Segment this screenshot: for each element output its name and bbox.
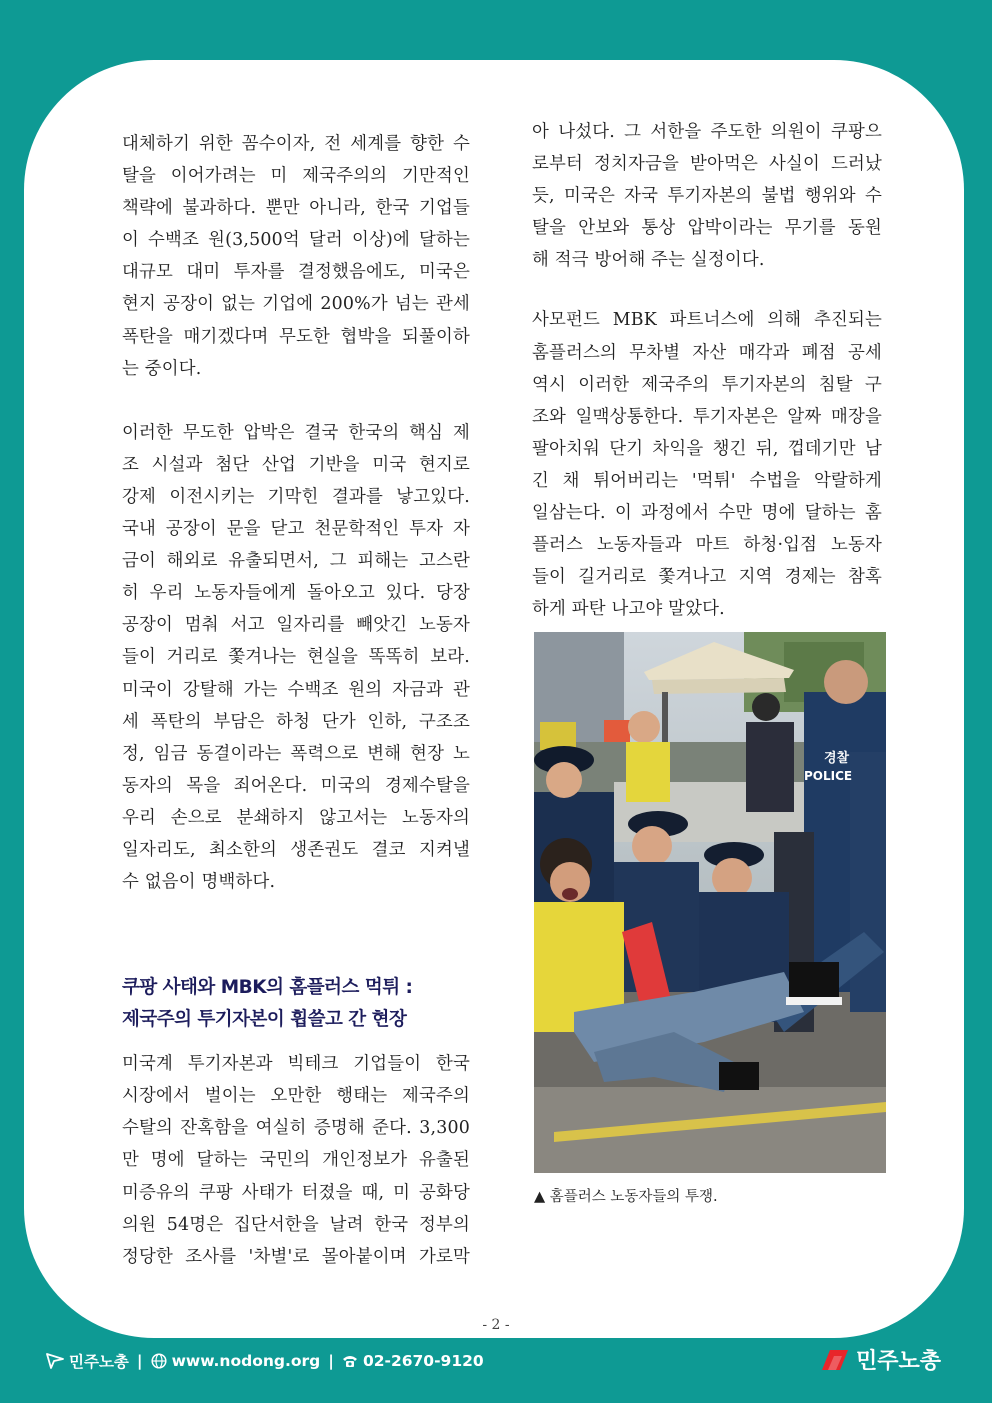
- text-line: 는 중이다.: [122, 358, 202, 379]
- text-line: 의원 54명은 집단서한을 날려 한국 정부의: [122, 1214, 470, 1235]
- text-line: 일자리도, 최소한의 생존권도 결코 지켜낼: [122, 839, 470, 860]
- send-icon: [46, 1353, 64, 1369]
- page-number: - 2 -: [482, 1317, 510, 1333]
- text-line: 대체하기 위한 꼼수이자, 전 세계를 향한 수: [122, 134, 470, 154]
- text-line: 대규모 대미 투자를 결정했음에도, 미국은: [122, 262, 470, 283]
- text-line: 만 명에 달하는 국민의 개인정보가 유출된: [122, 1150, 470, 1171]
- logo-text: 민주노총: [856, 1349, 942, 1374]
- paragraph: [532, 116, 882, 276]
- text-line: 조 시설과 첨단 산업 기반을 미국 현지로: [122, 454, 470, 475]
- text-line: 현지 공장이 없는 기업에 200%가 넘는 관세: [122, 294, 470, 315]
- text-line: 책략에 불과하다. 뿐만 아니라, 한국 기업들: [122, 198, 470, 219]
- text-line: 일삼는다. 이 과정에서 수만 명에 달하는 홈: [532, 503, 882, 524]
- heading-line: 제국주의 투기자본이 휩쓸고 간 현장: [122, 1009, 407, 1031]
- heading-line: 쿠팡 사태와 MBK의 홈플러스 먹튀 :: [122, 977, 413, 999]
- text-line: 들이 길거리로 쫓겨나고 지역 경제는 참혹: [532, 567, 882, 588]
- paragraph: [122, 417, 470, 898]
- text-line: 미증유의 쿠팡 사태가 터졌을 때, 미 공화당: [122, 1182, 470, 1203]
- text-line: 동자의 목을 죄어온다. 미국의 경제수탈을: [122, 775, 470, 796]
- text-line: 아 나섰다. 그 서한을 주도한 의원이 쿠팡으: [532, 122, 882, 142]
- text-line: 수탈의 잔혹함을 여실히 증명해 준다. 3,300: [122, 1118, 470, 1139]
- text-line: 미국이 강탈해 가는 수백조 원의 자금과 관: [122, 679, 470, 700]
- text-line: 플러스 노동자들과 마트 하청·입점 노동자: [532, 535, 882, 556]
- left-column: [122, 128, 470, 1273]
- text-line: 폭탄을 매기겠다며 무도한 협박을 되풀이하: [122, 326, 470, 347]
- footer-org: 민주노총: [69, 1353, 129, 1371]
- protest-photo-illustration: [534, 632, 886, 1173]
- text-line: 국내 공장이 문을 닫고 천문학적인 투자 자: [122, 519, 470, 540]
- protest-photo: [534, 632, 886, 1173]
- text-line: 팔아치워 단기 차익을 챙긴 뒤, 껍데기만 남: [532, 438, 882, 459]
- text-line: 금이 해외로 유출되면서, 그 피해는 고스란: [122, 551, 470, 572]
- phone-icon: [342, 1354, 358, 1369]
- text-line: 세 폭탄의 부담은 하청 단가 인하, 구조조: [122, 711, 470, 732]
- text-line: 시장에서 벌이는 오만한 행태는 제국주의: [122, 1086, 470, 1107]
- text-line: 이러한 무도한 압박은 결국 한국의 핵심 제: [122, 422, 470, 443]
- text-line: 공장이 멈춰 서고 일자리를 빼앗긴 노동자: [122, 615, 470, 636]
- text-line: 사모펀드 MBK 파트너스에 의해 추진되는: [532, 310, 882, 331]
- text-line: 역시 이러한 제국주의 투기자본의 침탈 구: [532, 374, 882, 395]
- text-line: 해 적극 방어해 주는 실정이다.: [532, 250, 765, 271]
- text-line: 수 없음이 명백하다.: [122, 872, 276, 893]
- text-line: 이 수백조 원(3,500억 달러 이상)에 달하는: [122, 230, 470, 251]
- text-line: 듯, 미국은 자국 투기자본의 불법 행위와 수: [532, 186, 882, 207]
- text-line: 들이 거리로 쫓겨나는 현실을 똑똑히 보라.: [122, 647, 470, 668]
- svg-text:POLICE: POLICE: [804, 769, 853, 783]
- text-line: 우리 손으로 분쇄하지 않고서는 노동자의: [122, 807, 470, 828]
- paragraph: [532, 304, 882, 625]
- paragraph: [122, 1048, 470, 1273]
- text-line: 탈을 이어가려는 미 제국주의의 기만적인: [122, 166, 470, 187]
- footer-contact: 민주노총 | www.nodong.org | 02-2670-9120: [46, 1350, 484, 1372]
- photo-caption: ▲ 홈플러스 노동자들의 투쟁.: [534, 1189, 718, 1205]
- text-line: 긴 채 튀어버리는 '먹튀' 수법을 악랄하게: [532, 470, 882, 491]
- footer-phone: 02-2670-9120: [362, 1352, 484, 1370]
- kctu-logo-mark-icon: [820, 1348, 850, 1372]
- svg-text:경찰: 경찰: [824, 751, 850, 766]
- text-line: 히 우리 노동자들에게 돌아오고 있다. 당장: [122, 583, 470, 604]
- kctu-logo: [820, 1344, 941, 1375]
- paragraph: [122, 128, 470, 385]
- globe-icon: [151, 1353, 167, 1369]
- text-line: 하게 파탄 나고야 말았다.: [532, 599, 725, 620]
- text-line: 홈플러스의 무차별 자산 매각과 폐점 공세: [532, 342, 882, 363]
- text-line: 탈을 안보와 통상 압박이라는 무기를 동원: [532, 218, 882, 239]
- text-line: 정당한 조사를 '차별'로 몰아붙이며 가로막: [122, 1246, 470, 1267]
- text-line: 정, 임금 동결이라는 폭력으로 변해 현장 노: [122, 743, 470, 764]
- section-heading: [122, 972, 470, 1036]
- text-line: 미국계 투기자본과 빅테크 기업들이 한국: [122, 1054, 470, 1075]
- right-column: [532, 116, 882, 625]
- text-line: 강제 이전시키는 기막힌 결과를 낳고있다.: [122, 486, 470, 507]
- text-line: 로부터 정치자금을 받아먹은 사실이 드러났: [532, 154, 882, 175]
- text-line: 조와 일맥상통한다. 투기자본은 알짜 매장을: [532, 406, 882, 427]
- footer-website-link[interactable]: www.nodong.org: [171, 1352, 321, 1370]
